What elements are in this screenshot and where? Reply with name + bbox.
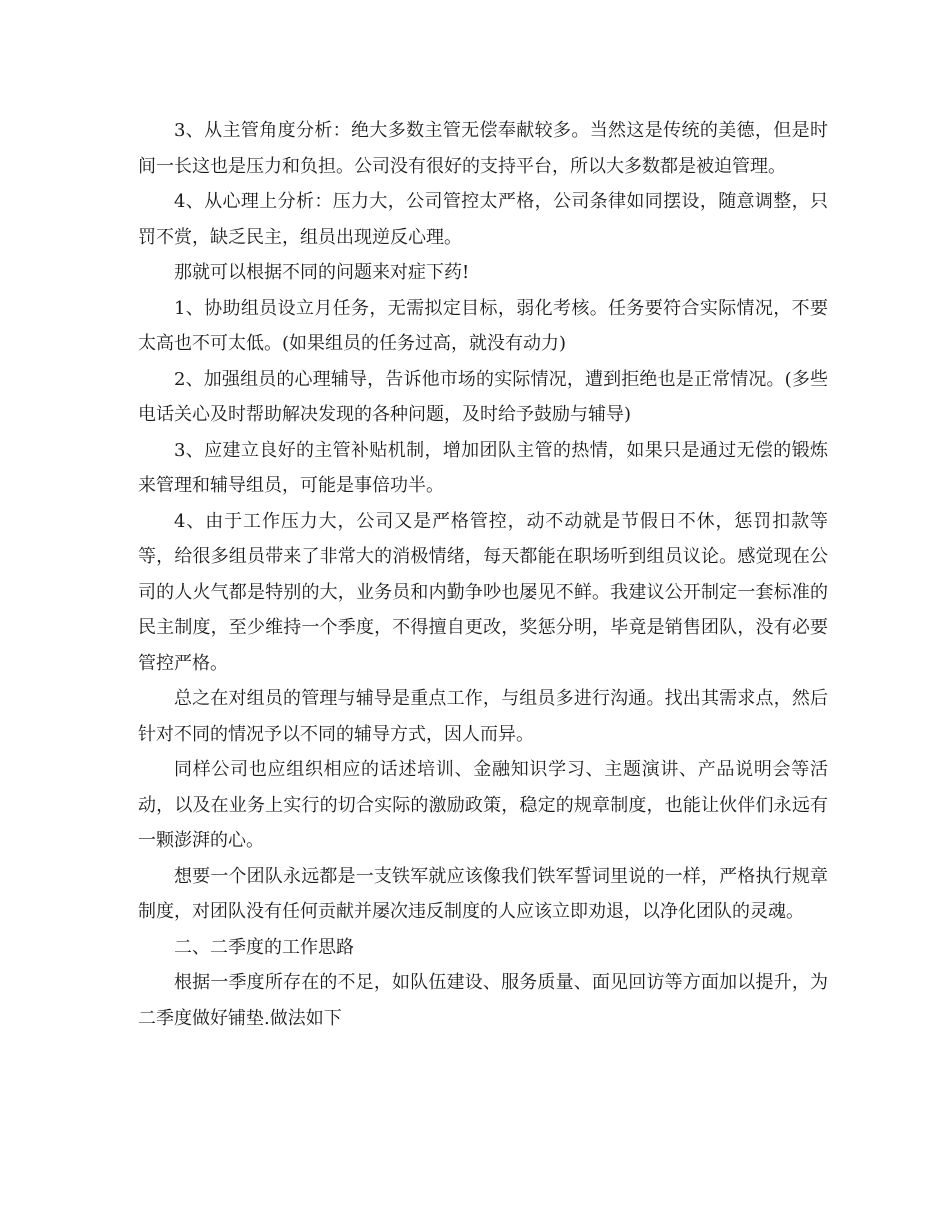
paragraph-manager-analysis: 3、从主管角度分析：绝大多数主管无偿奉献较多。当然这是传统的美德，但是时间一长这也是压力和负担。公司没有很好的支持平台，所以大多数都是被迫管理。 bbox=[138, 120, 828, 177]
paragraph-q2-approach: 根据一季度所存在的不足，如队伍建设、服务质量、面见回访等方面加以提升，为二季度做好铺垫.做法如下 bbox=[138, 972, 828, 1029]
paragraph-remedy-intro: 那就可以根据不同的问题来对症下药! bbox=[174, 262, 470, 283]
paragraph-monthly-task: 1、协助组员设立月任务，无需拟定目标，弱化考核。任务要符合实际情况，不要太高也不可太低。(如果组员的任务过高，就没有动力) bbox=[138, 297, 828, 354]
paragraph-psychology-analysis: 4、从心理上分析：压力大，公司管控太严格，公司条律如同摆设，随意调整，只罚不赏，缺乏民主，组员出现逆反心理。 bbox=[138, 191, 828, 248]
paragraph-subsidy-mechanism: 3、应建立良好的主管补贴机制，增加团队主管的热情，如果只是通过无偿的锻炼来管理和辅导组员，可能是事倍功半。 bbox=[138, 439, 828, 496]
paragraph-training: 同样公司也应组织相应的话述培训、金融知识学习、主题演讲、产品说明会等活动，以及在业务上实行的切合实际的激励政策，稳定的规章制度，也能让伙伴们永远有一颗澎湃的心。 bbox=[138, 759, 828, 851]
section-heading-q2-plan: 二、二季度的工作思路 bbox=[174, 936, 354, 958]
paragraph-psych-counseling: 2、加强组员的心理辅导，告诉他市场的实际情况，遭到拒绝也是正常情况。(多些电话关心及时帮助解决发现的各种问题，及时给予鼓励与辅导) bbox=[138, 368, 828, 425]
paragraph-summary: 总之在对组员的管理与辅导是重点工作，与组员多进行沟通。找出其需求点，然后针对不同的情况予以不同的辅导方式，因人而异。 bbox=[138, 688, 828, 745]
document-body bbox=[138, 113, 828, 1036]
paragraph-work-pressure: 4、由于工作压力大，公司又是严格管控，动不动就是节假日不休，惩罚扣款等等，给很多组员带来了非常大的消极情绪，每天都能在职场听到组员议论。感觉现在公司的人火气都是特别的大，业务员和内勤争吵也屡见不鲜。我建议公开制定一套标准的民主制度，至少维持一个季度，不得擅自更改，奖惩分明，毕竟是销售团队，没有必要管控严格。 bbox=[138, 510, 828, 674]
paragraph-iron-army: 想要一个团队永远都是一支铁军就应该像我们铁军誓词里说的一样，严格执行规章制度，对团队没有任何贡献并屡次违反制度的人应该立即劝退，以净化团队的灵魂。 bbox=[138, 865, 828, 922]
